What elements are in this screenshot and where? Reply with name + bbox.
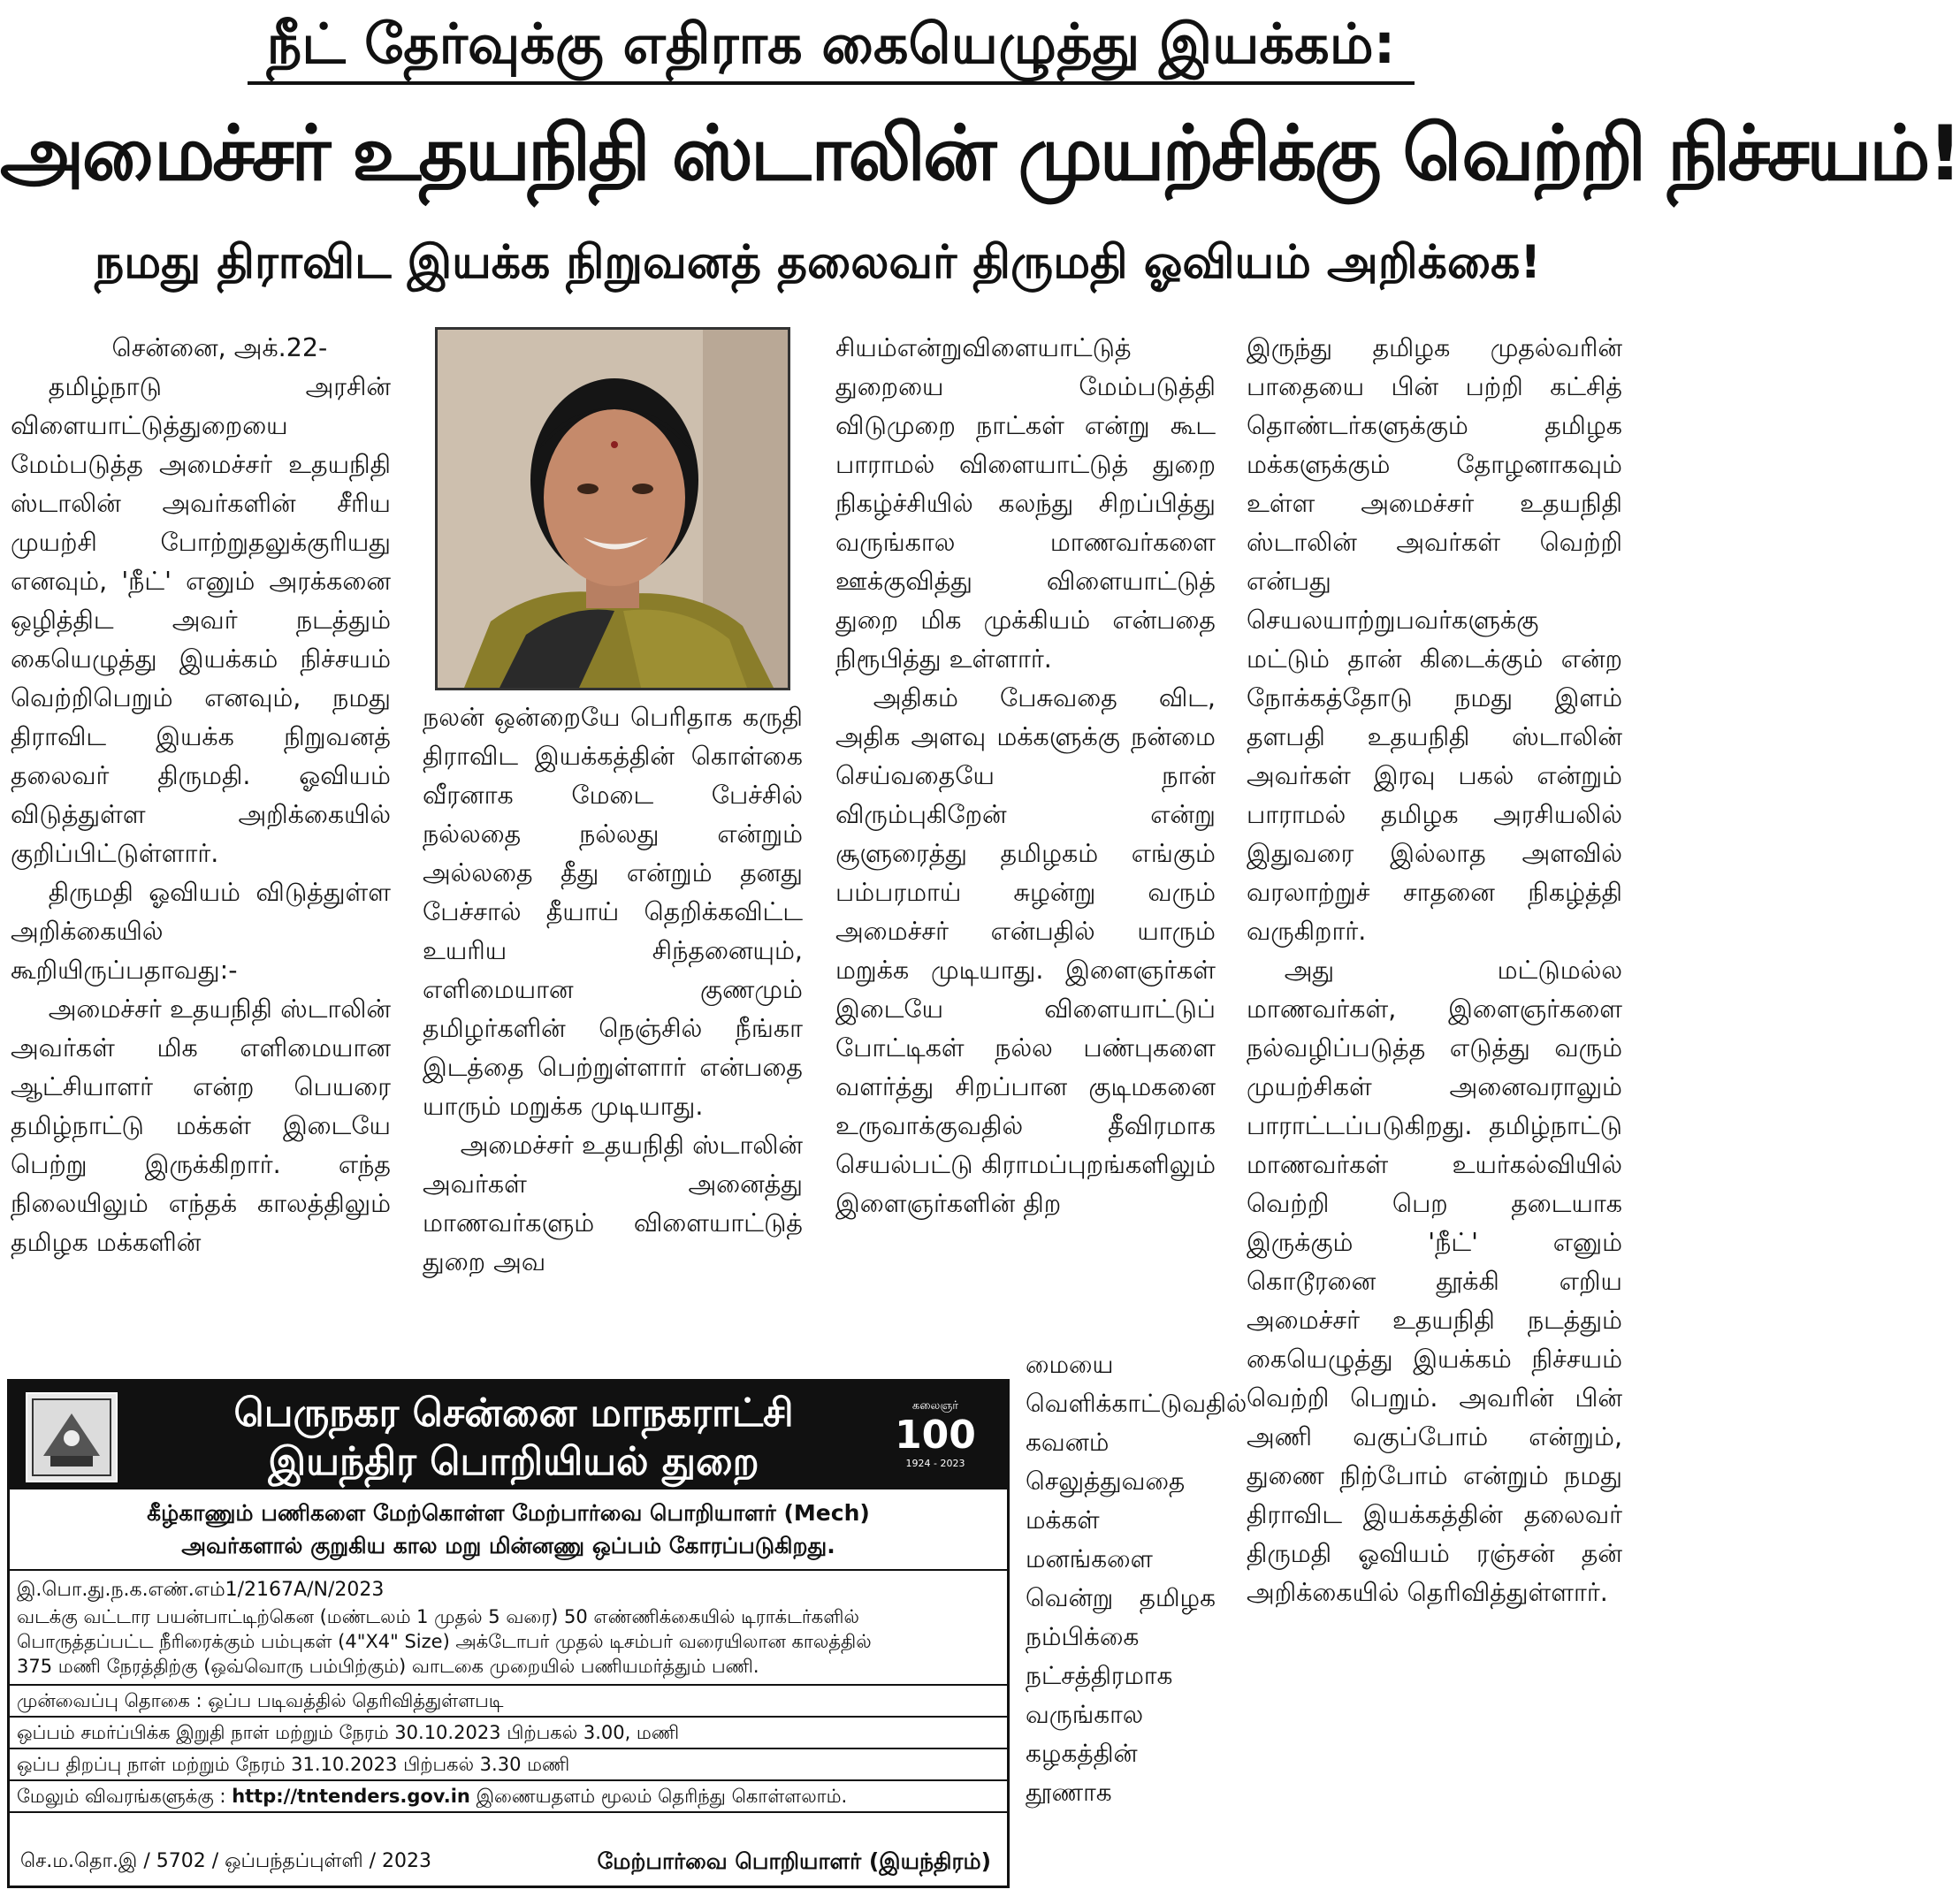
dateline: சென்னை, அக்.22- [111,333,328,362]
badge-small-text: கலைஞர் [911,1399,959,1413]
badge-number: 100 [895,1413,976,1458]
article-column-4 [1247,329,1622,1885]
article-column-3-continuation [1026,1345,1247,1885]
article-column-3 [835,329,1216,1345]
portrait-photo [435,327,790,690]
paragraph: அதிகம் பேசுவதை விட, அதிக அளவு மக்களுக்கு நன்மை செய்வதையே நான் விரும்புகிறேன் என்று சூளுரைத்து தமிழகம் எங்கும் பம்பரமாய் சுழன்று வரும் அமைச்சர் என்பதில் யாரும் மறுக்க முடியாது. இளைஞர்கள் இடையே விளையாட்டுப் போட்டிகள் நல்ல பண்புகளை வளர்த்து சிறப்பான குடிமகனை உருவாக்குவதில் தீவிரமாக செயல்பட்டு கிராமப்புறங்களிலும் இளைஞர்களின் திற [835,683,1216,1218]
ad-header [10,1382,1007,1489]
tender-advertisement [7,1379,1010,1888]
ad-details [10,1781,1007,1813]
kicker-headline: நீட் தேர்வுக்கு எதிராக கையெழுத்து இயக்கம்: [248,7,1415,85]
ad-tender-url[interactable]: http://tntenders.gov.in [232,1786,470,1807]
paragraph: தமிழ்நாடு அரசின் விளையாட்டுத்துறையை மேம்படுத்த அமைச்சர் உதயநிதி ஸ்டாலின் அவர்களின் சீரிய முயற்சி போற்றுதலுக்குரியது எனவும், 'நீட்' எனும் அரக்கனை ஒழித்திட அவர் நடத்தும் கையெழுத்து இயக்கம் நிச்சயம் வெற்றிபெறும் எனவும், நமது திராவிட இயக்க நிறுவனத் தலைவர் திருமதி. ஓவியம் விடுத்துள்ள அறிக்கையில் குறிப்பிட்டுள்ளார். [11,372,391,868]
article-column-1 [11,329,391,1345]
ad-deposit: முன்வைப்பு தொகை : ஒப்ப படிவத்தில் தெரிவித்துள்ளபடி [10,1686,1007,1718]
portrait-illustration [438,330,788,688]
ad-footer-signatory: மேற்பார்வை பொறியாளர் (இயந்திரம்) [597,1848,991,1874]
sub-headline: நமது திராவிட இயக்க நிறுவனத் தலைவர் திருமதி ஓவியம் அறிக்கை! [94,236,1542,289]
article-column-2 [423,698,803,1335]
ad-intro-line-1: கீழ்காணும் பணிகளை மேற்கொள்ள மேற்பார்வை பொறியாளர் (Mech) [147,1500,870,1526]
ad-details-prefix: மேலும் விவரங்களுக்கு : [17,1786,226,1807]
ad-opening-date: ஒப்ப திறப்பு நாள் மற்றும் நேரம் 31.10.2023 பிற்பகல் 3.30 மணி [10,1749,1007,1781]
ad-details-suffix: இணையதளம் மூலம் தெரிந்து கொள்ளலாம். [476,1786,848,1807]
paragraph: இருந்து தமிழக முதல்வரின் பாதையை பின் பற்றி கட்சித் தொண்டர்களுக்கும் தமிழக மக்களுக்கும் தோழனாகவும் உள்ள அமைச்சர் உதயநிதி ஸ்டாலின் அவர்கள் வெற்றி என்பது செயலயாற்றுபவர்களுக்கு மட்டும் தான் கிடைக்கும் என்ற நோக்கத்தோடு நமது இளம் தளபதி உதயநிதி ஸ்டாலின் அவர்கள் இரவு பகல் என்றும் பாராமல் தமிழக அரசியலில் இதுவரை இல்லாத அளவில் வரலாற்றுச் சாதனை நிகழ்த்தி வருகிறார். [1247,333,1622,946]
paragraph: அது மட்டுமல்ல மாணவர்கள், இளைஞர்களை நல்வழிப்படுத்த எடுத்து வரும் முயற்சிகள் அனைவராலும் பாராட்டப்படுகிறது. தமிழ்நாட்டு மாணவர்கள் உயர்கல்வியில் வெற்றி பெற தடையாக இருக்கும் 'நீட்' எனும் கொடூரனை தூக்கி எறிய அமைச்சர் உதயநிதி நடத்தும் கையெழுத்து இயக்கம் நிச்சயம் வெற்றி பெறும். அவரின் பின் அணி வகுப்போம் என்றும், துணை நிற்போம் என்றும் நமது திராவிட இயக்கத்தின் தலைவர் திருமதி ஓவியம் ரஞ்சன் தன் அறிக்கையில் தெரிவித்துள்ளார். [1247,956,1622,1607]
corporation-emblem-icon [26,1392,118,1482]
org-line-1: பெருநகர சென்னை மாநகராட்சி [233,1390,794,1436]
paragraph: நலன் ஒன்றையே பெரிதாக கருதி திராவிட இயக்கத்தின் கொள்கை வீரனாக மேடை பேச்சில் நல்லதை நல்லது என்றும் அல்லதை தீது என்றும் தனது பேச்சால் தீயாய் தெறிக்கவிட்ட உயரிய சிந்தனையும், எளிமையான குணமும் தமிழர்களின் நெஞ்சில் நீங்கா இடத்தை பெற்றுள்ளார் என்பதை யாரும் மறுக்க முடியாது. [423,703,803,1121]
paragraph: அமைச்சர் உதயநிதி ஸ்டாலின் அவர்கள் மிக எளிமையான ஆட்சியாளர் என்ற பெயரை தமிழ்நாட்டு மக்கள் இடையே பெற்று இருக்கிறார். எந்த நிலையிலும் எந்தக் காலத்திலும் தமிழக மக்களின் [11,994,391,1257]
ad-work-description [10,1571,1007,1686]
main-headline: அமைச்சர் உதயநிதி ஸ்டாலின் முயற்சிக்கு வெற்றி நிச்சயம்! [0,110,1960,198]
ad-footer-reference: செ.ம.தொ.இ / 5702 / ஒப்பந்தப்புள்ளி / 2023 [20,1850,432,1872]
ad-submission-deadline: ஒப்பம் சமர்ப்பிக்க இறுதி நாள் மற்றும் நேரம் 30.10.2023 பிற்பகல் 3.00, மணி [10,1718,1007,1749]
org-line-2: இயந்திர பொறியியல் துறை [268,1439,759,1484]
paragraph: சியம்என்றுவிளையாட்டுத் துறையை மேம்படுத்தி விடுமுறை நாட்கள் என்று கூட பாராமல் விளையாட்டுத் துறை நிகழ்ச்சியில் கலந்து சிறப்பித்து வருங்கால மாணவர்களை ஊக்குவித்து விளையாட்டுத் துறை மிக முக்கியம் என்பதை நிரூபித்து உள்ளார். [835,333,1216,674]
ad-work-line: 375 மணி நேரத்திற்கு (ஒவ்வொரு பம்பிற்கும்) வாடகை முறையில் பணியமர்த்தும் பணி. [17,1656,759,1677]
paragraph: திருமதி ஓவியம் விடுத்துள்ள அறிக்கையில் கூறியிருப்பதாவது:- [11,878,391,985]
badge-years: 1924 - 2023 [905,1458,965,1469]
ad-footer [10,1840,1007,1886]
ad-work-line: பொருத்தப்பட்ட நீரிரைக்கும் பம்புகள் (4"X4" Size) அக்டோபர் முதல் டிசம்பர் வரையிலான காலத்தில் [17,1631,872,1652]
paragraph: மையை வெளிக்காட்டுவதில் கவனம் செலுத்துவதை மக்கள் மனங்களை வென்று தமிழக நம்பிக்கை நட்சத்திரமாக வருங்கால கழகத்தின் தூணாக [1026,1350,1247,1807]
ad-intro-line-2: அவர்களால் குறுகிய கால மறு மின்னணு ஒப்பம் கோரப்படுகிறது. [181,1533,835,1558]
paragraph: அமைச்சர் உதயநிதி ஸ்டாலின் அவர்கள் அனைத்து மாணவர்களும் விளையாட்டுத் துறை அவ [423,1131,803,1276]
ad-intro [10,1489,1007,1571]
kalaignar-100-badge [887,1399,984,1475]
ad-work-line: வடக்கு வட்டார பயன்பாட்டிற்கென (மண்டலம் 1 முதல் 5 வரை) 50 எண்ணிக்கையில் டிராக்டர்களில் [17,1606,859,1627]
ad-reference-number: இ.பொ.து.ந.க.எண்.எம்1/2167A/N/2023 [17,1579,385,1601]
ad-organization-name [142,1389,885,1486]
